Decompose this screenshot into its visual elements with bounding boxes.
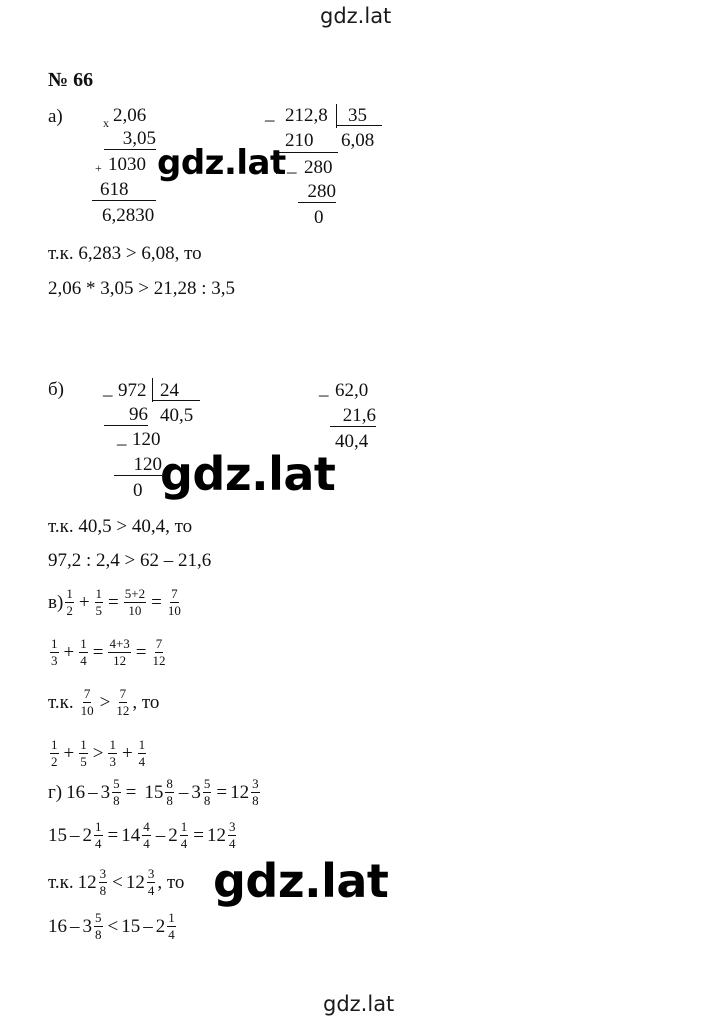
part-a-label: а) xyxy=(48,106,63,127)
mixed-number: 12 $\frac{3}{4}$ xyxy=(206,818,236,851)
div-b-minus-2: _ xyxy=(117,427,127,448)
fraction: $\frac{7}{10}$ xyxy=(167,585,181,618)
part-v-label: в) xyxy=(48,591,64,613)
part-g-line-2: 15 – 2 $\frac{1}{4}$ = 14 $\frac{4}{4}$ – 2 $\frac{1}{4}$ = 12 $\frac{3}{4}$ xyxy=(48,815,238,855)
mult-result: 6,2830 xyxy=(102,205,155,226)
div-a-rem-2: 0 xyxy=(314,207,324,228)
sub-b-result: 40,4 xyxy=(335,431,369,452)
mixed-number: 3 $\frac{5}{8}$ xyxy=(82,909,102,942)
fraction: $\frac{1}{3}$ xyxy=(51,635,58,668)
fraction: $\frac{1}{4}$ xyxy=(80,635,87,668)
fraction: $\frac{4+3}{12}$ xyxy=(109,635,130,668)
div-b-rem-1: 120 xyxy=(132,429,161,450)
div-b-rem-2: 0 xyxy=(133,480,143,501)
watermark-mid-2: gdz.lat xyxy=(160,447,336,501)
mult-partial-2: 618 xyxy=(92,180,156,201)
watermark-mid-1: gdz.lat xyxy=(157,143,286,183)
fraction: $\frac{1}{5}$ xyxy=(95,585,103,618)
mult-factor-2: 3,05 xyxy=(104,129,156,150)
mixed-number: 2 $\frac{1}{4}$ xyxy=(168,818,188,851)
mixed-number: 3 $\frac{5}{8}$ xyxy=(100,775,120,808)
div-a-sub-1: 210 xyxy=(285,130,314,151)
problem-number: № 66 xyxy=(48,69,94,91)
fraction: $\frac{7}{10}$ xyxy=(80,685,94,718)
div-a-minus-2: _ xyxy=(287,155,297,176)
sub-b-subtrahend: 21,6 xyxy=(330,406,376,427)
mult-plus: + xyxy=(95,161,102,175)
div-b-quotient: 40,5 xyxy=(160,405,194,426)
mult-factor-1: 2,06 xyxy=(113,105,147,126)
fraction: $\frac{1}{4}$ xyxy=(138,736,146,769)
fraction: $\frac{5+2}{10}$ xyxy=(124,585,146,618)
mixed-number: 2 $\frac{1}{4}$ xyxy=(155,909,175,942)
mult-partial-1: 1030 xyxy=(108,154,146,175)
div-b-bracket-vertical xyxy=(152,378,153,402)
part-v-line-1: в) $\frac{1}{2}$ + $\frac{1}{5}$ = $\frac{5+2}{10}$ = $\frac{7}{10}$ xyxy=(48,585,181,618)
fraction: $\frac{1}{2}$ xyxy=(51,736,58,769)
part-b-label: б) xyxy=(48,379,64,400)
mixed-number: 3 $\frac{5}{8}$ xyxy=(191,775,211,808)
div-a-divisor: 35 xyxy=(348,105,367,126)
part-g-line-4: 16 – 3 $\frac{5}{8}$ < 15 – 2 $\frac{1}{4}$ xyxy=(48,906,178,946)
part-v-line-4: $\frac{1}{2}$ + $\frac{1}{5}$ > $\frac{1}{3}$ + $\frac{1}{4}$ xyxy=(51,736,146,769)
fraction: $\frac{7}{12}$ xyxy=(152,635,166,668)
div-a-quotient: 6,08 xyxy=(341,130,375,151)
sub-b-minus: _ xyxy=(319,378,329,399)
div-b-sub-2: 120 xyxy=(114,455,162,476)
part-g-label: г) xyxy=(48,781,63,803)
part-a-conclusion-1: т.к. 6,283 > 6,08, то xyxy=(48,243,202,264)
mixed-number: 14 $\frac{4}{4}$ xyxy=(121,818,150,851)
part-v-line-2: $\frac{1}{3}$ + $\frac{1}{4}$ = $\frac{4+3}{12}$ = $\frac{7}{12}$ xyxy=(51,635,166,668)
div-b-minus: _ xyxy=(103,378,113,399)
fraction: $\frac{1}{2}$ xyxy=(66,585,73,618)
fraction: $\frac{1}{5}$ xyxy=(80,736,87,769)
mult-sign: x xyxy=(103,116,109,130)
watermark-bottom: gdz.lat xyxy=(323,992,395,1016)
watermark-mid-3: gdz.lat xyxy=(213,854,389,908)
mixed-number: 15 $\frac{8}{8}$ xyxy=(144,775,173,808)
fraction: $\frac{7}{12}$ xyxy=(116,685,130,718)
div-b-divisor: 24 xyxy=(160,380,179,401)
sub-b-minuend: 62,0 xyxy=(335,380,369,401)
mixed-number: 2 $\frac{1}{4}$ xyxy=(82,818,102,851)
div-b-sub-1: 96 xyxy=(104,405,148,426)
fraction: $\frac{1}{3}$ xyxy=(109,736,116,769)
div-a-sub-2: 280 xyxy=(298,182,336,203)
part-v-line-3: т.к. $\frac{7}{10}$ > $\frac{7}{12}$ , то xyxy=(48,685,160,718)
div-a-rem-1: 280 xyxy=(304,157,333,178)
div-b-dividend: 972 xyxy=(118,380,147,401)
mixed-number: 12 $\frac{3}{8}$ xyxy=(77,865,107,898)
part-b-conclusion-1: т.к. 40,5 > 40,4, то xyxy=(48,516,193,537)
part-a-conclusion-2: 2,06 * 3,05 > 21,28 : 3,5 xyxy=(48,278,235,299)
watermark-top: gdz.lat xyxy=(320,4,392,28)
mixed-number: 12 $\frac{3}{4}$ xyxy=(125,865,155,898)
part-b-conclusion-2: 97,2 : 2,4 > 62 – 21,6 xyxy=(48,550,212,571)
mixed-number: 12 $\frac{3}{8}$ xyxy=(230,775,259,808)
part-g-line-3: т.к. 12 $\frac{3}{8}$ < 12 $\frac{3}{4}$ , то xyxy=(48,865,185,898)
div-a-dividend: 212,8 xyxy=(285,105,328,126)
div-a-minus: _ xyxy=(265,103,275,124)
part-g-line-1: г) 16 – 3 $\frac{5}{8}$ = 15 $\frac{8}{8}$ – 3 $\frac{5}{8}$ = 12 $\frac{3}{8}$ xyxy=(48,772,262,812)
